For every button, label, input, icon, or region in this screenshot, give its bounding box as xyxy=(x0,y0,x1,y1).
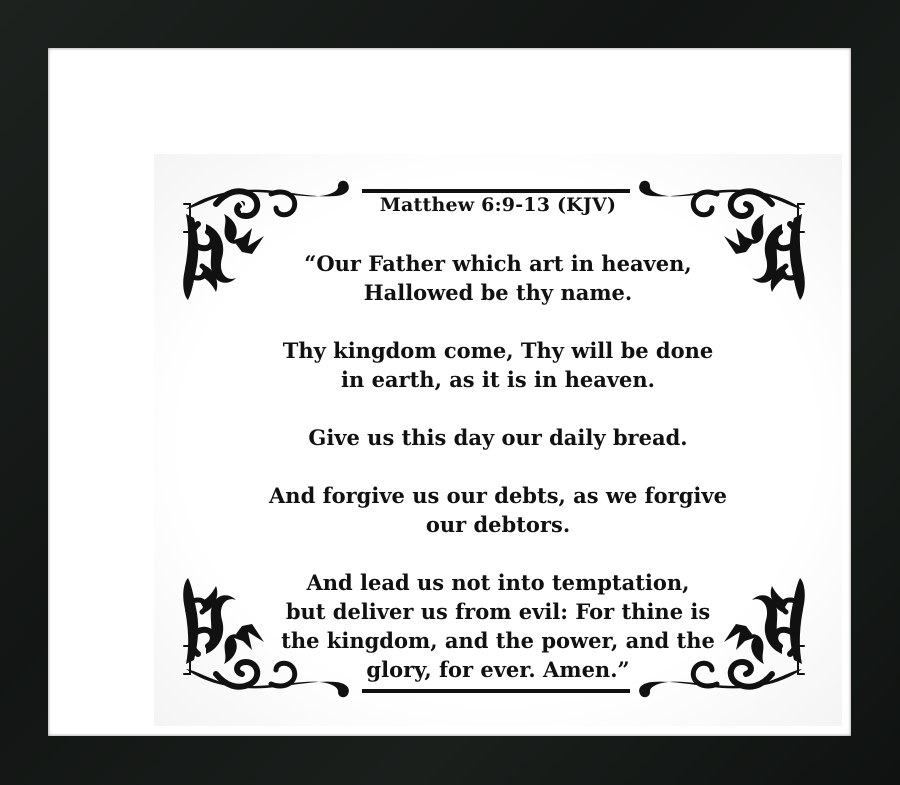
stanza: “Our Father which art in heaven, Hallowed be thy name. xyxy=(304,251,692,305)
top-divider xyxy=(362,189,630,193)
verse-reference-title: Matthew 6:9-13 (KJV) xyxy=(379,194,617,216)
bottom-divider xyxy=(362,689,630,693)
mat-board xyxy=(48,48,851,736)
stanza: Give us this day our daily bread. xyxy=(308,425,688,450)
stanza: And lead us not into temptation, but deliver us from evil: For thine is the kingdom, and the power, and the glory, for ever. Amen.” xyxy=(281,570,715,682)
prayer-text xyxy=(154,249,842,684)
stanza: And forgive us our debts, as we forgive our debtors. xyxy=(269,483,727,537)
scripture-print xyxy=(154,154,842,726)
stanza: Thy kingdom come, Thy will be done in earth, as it is in heaven. xyxy=(282,338,714,392)
